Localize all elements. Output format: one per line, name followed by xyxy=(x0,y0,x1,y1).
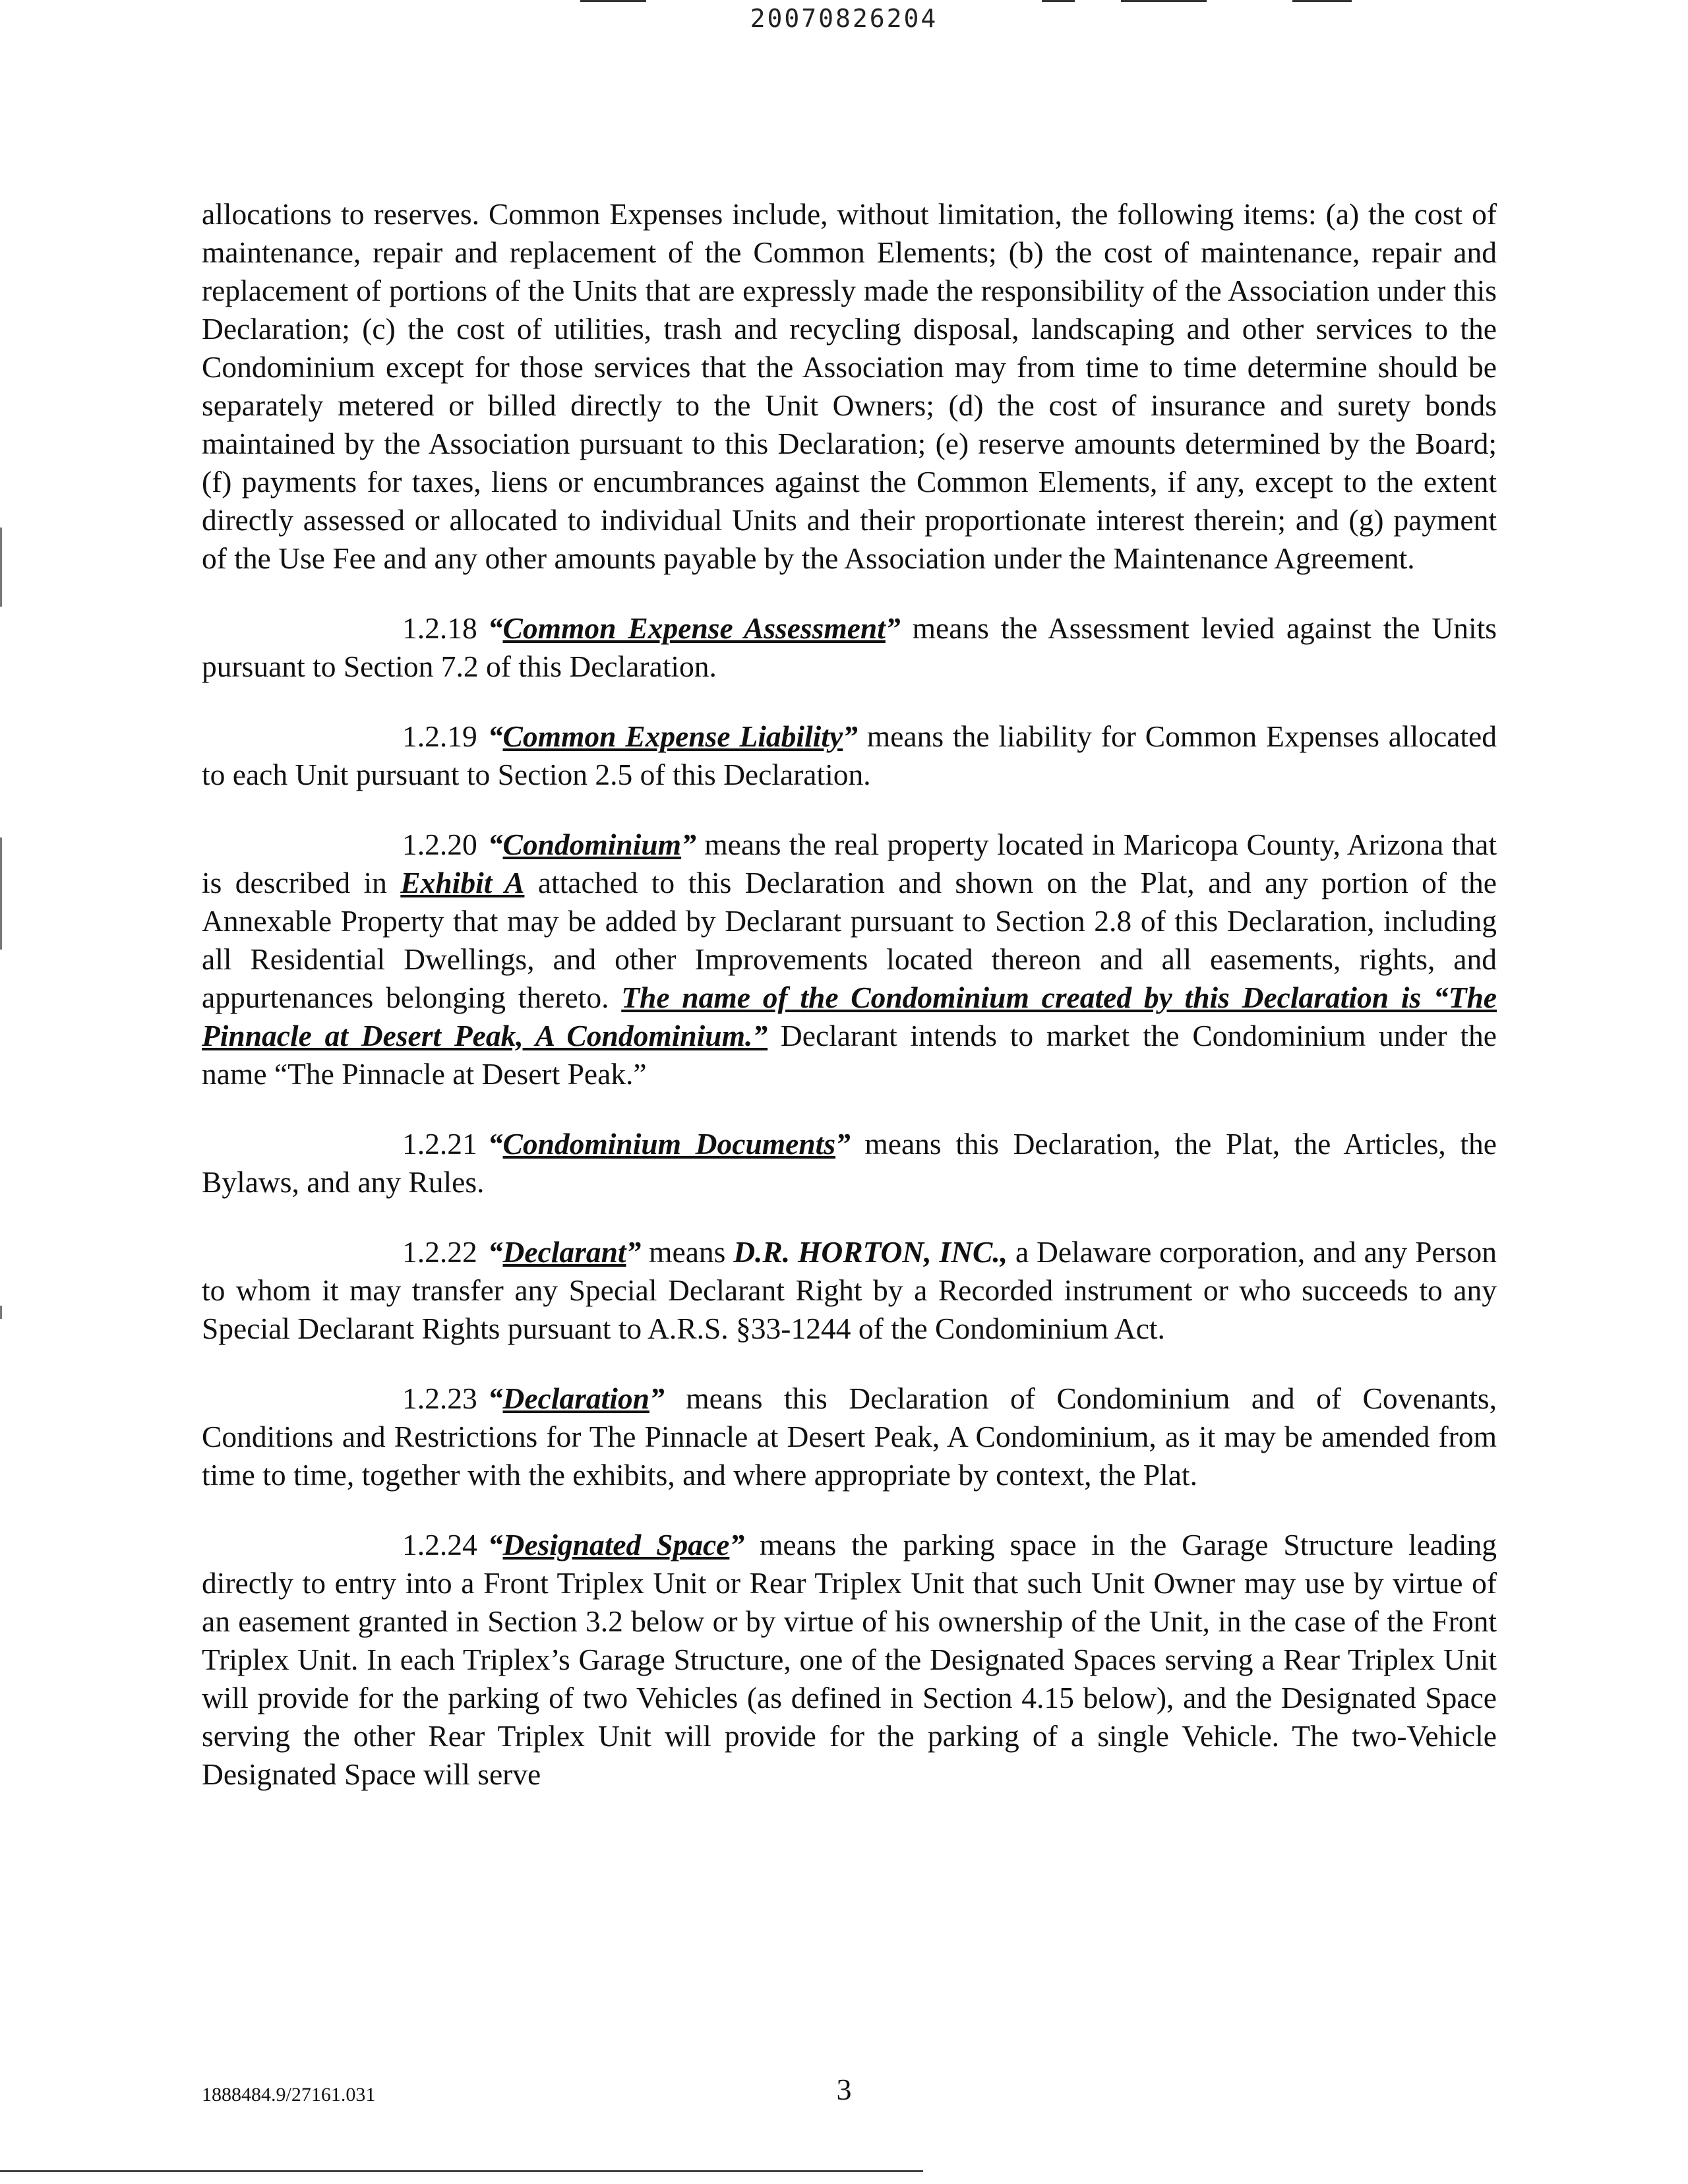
definition-text: attached to this Declaration and shown on the Plat, and any portion of the Annexable Property that may be added by Declarant pursuant to Section 2.8 of this Declaration, including all Residential Dwellings, and other Improvements located thereon and all easements, rights, and appurtenances belonging thereto. xyxy=(202,866,1497,1014)
page-number: 3 xyxy=(836,2073,852,2106)
section-1-2-23: 1.2.23 “Declaration” means this Declaration of Condominium and of Covenants, Conditions and Restrictions for The Pinnacle at Desert Peak, A Condominium, as it may be amended from time to time, together with the exhibits, and where appropriate by context, the Plat. xyxy=(202,1380,1497,1494)
document-body xyxy=(202,195,1497,1794)
defined-term: Declarant xyxy=(502,1235,626,1269)
scan-mark xyxy=(1121,0,1207,2)
record-number: 20070826204 xyxy=(750,4,938,33)
section-1-2-22: 1.2.22 “Declarant” means D.R. HORTON, INC., a Delaware corporation, and any Person to whom it may transfer any Special Declarant Right by a Recorded instrument or who succeeds to any Special Declarant Rights pursuant to A.R.S. §33-1244 of the Condominium Act. xyxy=(202,1233,1497,1348)
section-1-2-20: 1.2.20 “Condominium” means the real property located in Maricopa County, Arizona that is described in Exhibit A attached to this Declaration and shown on the Plat, and any portion of the Annexable Property that may be added by Declarant pursuant to Section 2.8 of this Declaration, including all Residential Dwellings, and other Improvements located thereon and all easements, rights, and appurtenances belonging thereto. The name of the Condominium created by this Declaration is “The Pinnacle at Desert Peak, A Condominium.” Declarant intends to market the Condominium under the name “The Pinnacle at Desert Peak.” xyxy=(202,826,1497,1093)
condominium-name-statement: The name of the Condominium created by this Declaration is “The Pinnacle at Desert Peak, A Condominium.” xyxy=(202,981,1497,1052)
definition-text: Declarant intends to market the Condominium under the name “The Pinnacle at Desert Peak.” xyxy=(202,1019,1497,1091)
definition-text: means the real property located in Maricopa County, Arizona that is described in xyxy=(202,828,1497,899)
scan-rule xyxy=(0,2170,923,2172)
section-number: 1.2.18 xyxy=(402,611,477,645)
scan-mark xyxy=(0,1306,2,1319)
definition-text: means this Declaration, the Plat, the Articles, the Bylaws, and any Rules. xyxy=(202,1127,1497,1199)
section-number: 1.2.22 xyxy=(402,1235,477,1269)
section-1-2-18: 1.2.18 “Common Expense Assessment” means the Assessment levied against the Units pursuant to Section 7.2 of this Declaration. xyxy=(202,609,1497,686)
exhibit-reference: Exhibit A xyxy=(400,866,525,899)
section-1-2-21: 1.2.21 “Condominium Documents” means this Declaration, the Plat, the Articles, the Bylaws, and any Rules. xyxy=(202,1125,1497,1201)
entity-name: D.R. HORTON, INC., xyxy=(733,1235,1008,1269)
definition-text: means the liability for Common Expenses allocated to each Unit pursuant to Section 2.5 of this Declaration. xyxy=(202,719,1497,791)
definition-text: means the parking space in the Garage Structure leading directly to entry into a Front Triplex Unit or Rear Triplex Unit that such Unit Owner may use by virtue of an easement granted in Section 3.2 below or by virtue of his ownership of the Unit, in the case of the Front Triplex Unit. In each Triplex’s Garage Structure, one of the Designated Spaces serving a Rear Triplex Unit will provide for the parking of two Vehicles (as defined in Section 4.15 below), and the Designated Space serving the other Rear Triplex Unit will provide for the parking of a single Vehicle. The two-Vehicle Designated Space will serve xyxy=(202,1528,1497,1791)
section-1-2-24: 1.2.24 “Designated Space” means the parking space in the Garage Structure leading directly to entry into a Front Triplex Unit or Rear Triplex Unit that such Unit Owner may use by virtue of an easement granted in Section 3.2 below or by virtue of his ownership of the Unit, in the case of the Front Triplex Unit. In each Triplex’s Garage Structure, one of the Designated Spaces serving a Rear Triplex Unit will provide for the parking of two Vehicles (as defined in Section 4.15 below), and the Designated Space serving the other Rear Triplex Unit will provide for the parking of a single Vehicle. The two-Vehicle Designated Space will serve xyxy=(202,1526,1497,1794)
intro-paragraph: allocations to reserves. Common Expenses include, without limitation, the following items: (a) the cost of maintenance, repair and replacement of the Common Elements; (b) the cost of maintenance, repair and replacement of portions of the Units that are expressly made the responsibility of the Association under this Declaration; (c) the cost of utilities, trash and recycling disposal, landscaping and other services to the Condominium except for those services that the Association may from time to time determine should be separately metered or billed directly to the Unit Owners; (d) the cost of insurance and surety bonds maintained by the Association pursuant to this Declaration; (e) reserve amounts determined by the Board; (f) payments for taxes, liens or encumbrances against the Common Elements, if any, except to the extent directly assessed or allocated to individual Units and their proportionate interest therein; and (g) payment of the Use Fee and any other amounts payable by the Association under the Maintenance Agreement. xyxy=(202,197,1497,575)
section-number: 1.2.20 xyxy=(402,828,477,861)
defined-term: Declaration xyxy=(502,1381,649,1415)
definition-text: means xyxy=(641,1235,734,1269)
defined-term: Condominium Documents xyxy=(502,1127,836,1161)
scan-mark xyxy=(1042,0,1075,2)
defined-term: Common Expense Liability xyxy=(502,719,843,753)
section-number: 1.2.23 xyxy=(402,1381,477,1415)
section-number: 1.2.21 xyxy=(402,1127,477,1161)
definition-text: a Delaware corporation, and any Person to whom it may transfer any Special Declarant Right by a Recorded instrument or who succeeds to any Special Declarant Rights pursuant to A.R.S. §33-1244 of the Condominium Act. xyxy=(202,1235,1497,1345)
definition-text: means this Declaration of Condominium and of Covenants, Conditions and Restrictions for The Pinnacle at Desert Peak, A Condominium, as it may be amended from time to time, together with the exhibits, and where appropriate by context, the Plat. xyxy=(202,1381,1497,1492)
scan-mark xyxy=(0,528,2,607)
defined-term: Common Expense Assessment xyxy=(502,611,886,645)
section-1-2-19: 1.2.19 “Common Expense Liability” means the liability for Common Expenses allocated to each Unit pursuant to Section 2.5 of this Declaration. xyxy=(202,717,1497,794)
scan-mark xyxy=(580,0,646,2)
scan-mark xyxy=(1292,0,1352,2)
definition-text: means the Assessment levied against the Units pursuant to Section 7.2 of this Declaration. xyxy=(202,611,1497,683)
defined-term: Condominium xyxy=(502,828,682,861)
defined-term: Designated Space xyxy=(502,1528,730,1562)
section-number: 1.2.24 xyxy=(402,1528,477,1562)
scan-mark xyxy=(0,837,2,950)
document-id: 1888484.9/27161.031 xyxy=(202,2084,376,2106)
section-number: 1.2.19 xyxy=(402,719,477,753)
